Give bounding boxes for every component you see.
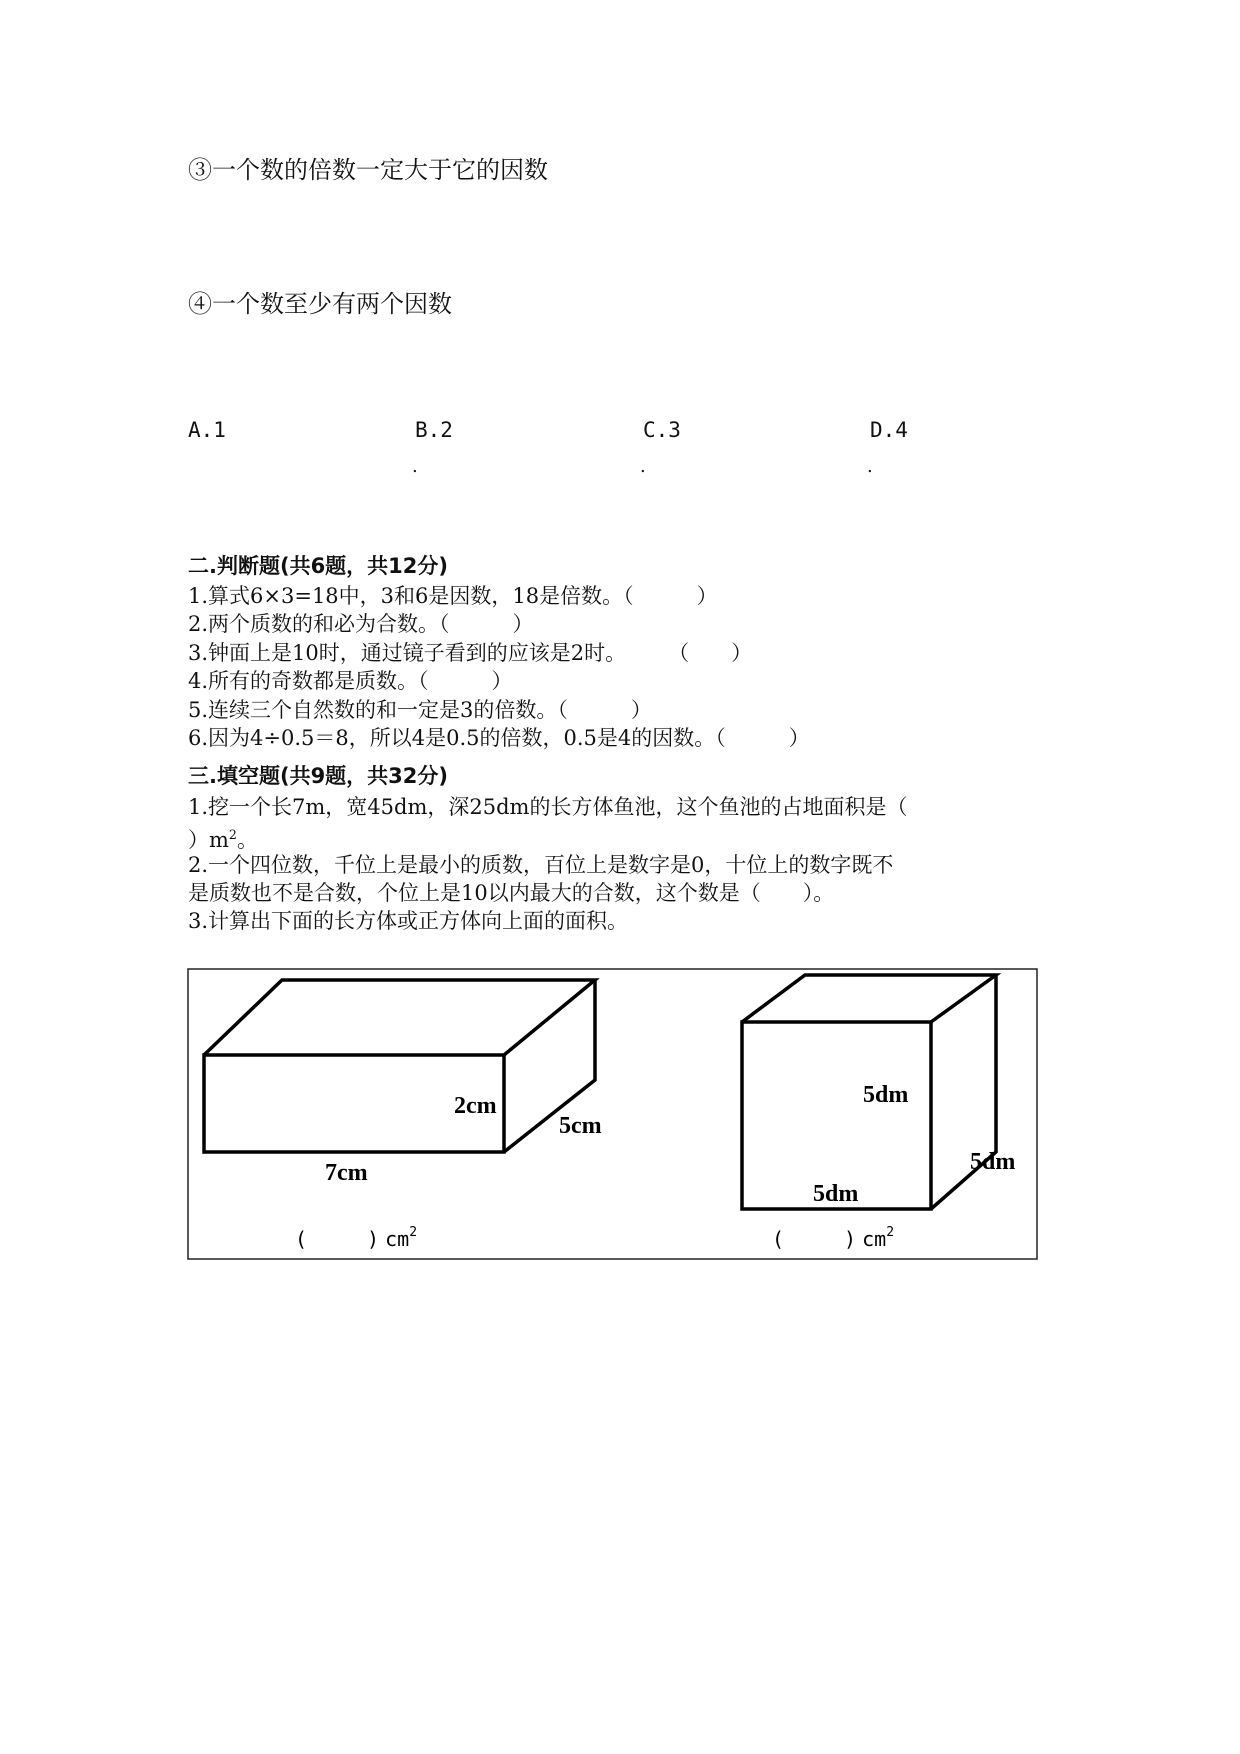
judge-item-6: 6.因为4÷0.5＝8，所以4是0.5的倍数，0.5是4的因数。（ ） <box>188 726 810 750</box>
fill-q1-text: ）m <box>188 828 229 852</box>
fill-q2-line1: 2.一个四位数，千位上是最小的质数，百位上是数字是0，十位上的数字既不 <box>188 853 894 877</box>
option-a: A.1 <box>188 418 226 442</box>
judge-item-1: 1.算式6×3=18中，3和6是因数，18是倍数。（ ） <box>188 584 718 608</box>
cuboid-length-label: 7cm <box>325 1160 368 1186</box>
cuboid-drawing <box>204 980 595 1152</box>
cuboid-answer <box>295 1225 417 1251</box>
cube-height-label: 5dm <box>863 1082 909 1108</box>
cuboid-answer-unit: cm <box>385 1227 410 1251</box>
fill-q2-line2: 是质数也不是合数，个位上是10以内最大的合数，这个数是（ ）。 <box>188 881 835 905</box>
cube-answer <box>772 1225 894 1251</box>
section3-heading: 三.填空题(共9题，共32分) <box>188 764 449 788</box>
fill-q3: 3.计算出下面的长方体或正方体向上面的面积。 <box>188 909 629 933</box>
option-b-dot: . <box>412 456 418 477</box>
fill-q1-line2 <box>188 821 258 854</box>
cube-answer-unit: cm <box>862 1227 887 1251</box>
cube-answer-blank: ( ) <box>772 1227 857 1251</box>
statement-4: ④一个数至少有两个因数 <box>188 290 452 318</box>
cube-answer-sup: 2 <box>886 1225 895 1240</box>
figure-svg <box>187 968 1038 1260</box>
judge-item-5: 5.连续三个自然数的和一定是3的倍数。（ ） <box>188 698 652 722</box>
option-b: B.2 <box>415 418 453 442</box>
fill-q1-end: 。 <box>236 828 258 852</box>
statement-3: ③一个数的倍数一定大于它的因数 <box>188 156 548 184</box>
cuboid-depth-label: 5cm <box>559 1113 602 1139</box>
option-c: C.3 <box>643 418 681 442</box>
fill-q1-sup: 2 <box>228 827 237 842</box>
figure-box <box>187 968 1038 1260</box>
option-d-dot: . <box>867 456 873 477</box>
judge-item-2: 2.两个质数的和必为合数。（ ） <box>188 612 534 636</box>
judge-item-4: 4.所有的奇数都是质数。（ ） <box>188 669 513 693</box>
cuboid-answer-sup: 2 <box>409 1225 418 1240</box>
cube-width-label: 5dm <box>813 1181 859 1207</box>
cube-depth-label: 5dm <box>970 1149 1016 1175</box>
section2-heading: 二.判断题(共6题，共12分) <box>188 554 449 578</box>
cuboid-answer-blank: ( ) <box>295 1227 380 1251</box>
option-d: D.4 <box>870 418 908 442</box>
cuboid-height-label: 2cm <box>454 1093 497 1119</box>
option-c-dot: . <box>640 456 646 477</box>
figure-border <box>188 969 1037 1259</box>
fill-q1-line1: 1.挖一个长7m，宽45dm，深25dm的长方体鱼池，这个鱼池的占地面积是（ <box>188 795 908 819</box>
judge-item-3: 3.钟面上是10时，通过镜子看到的应该是2时。 （ ） <box>188 641 753 665</box>
